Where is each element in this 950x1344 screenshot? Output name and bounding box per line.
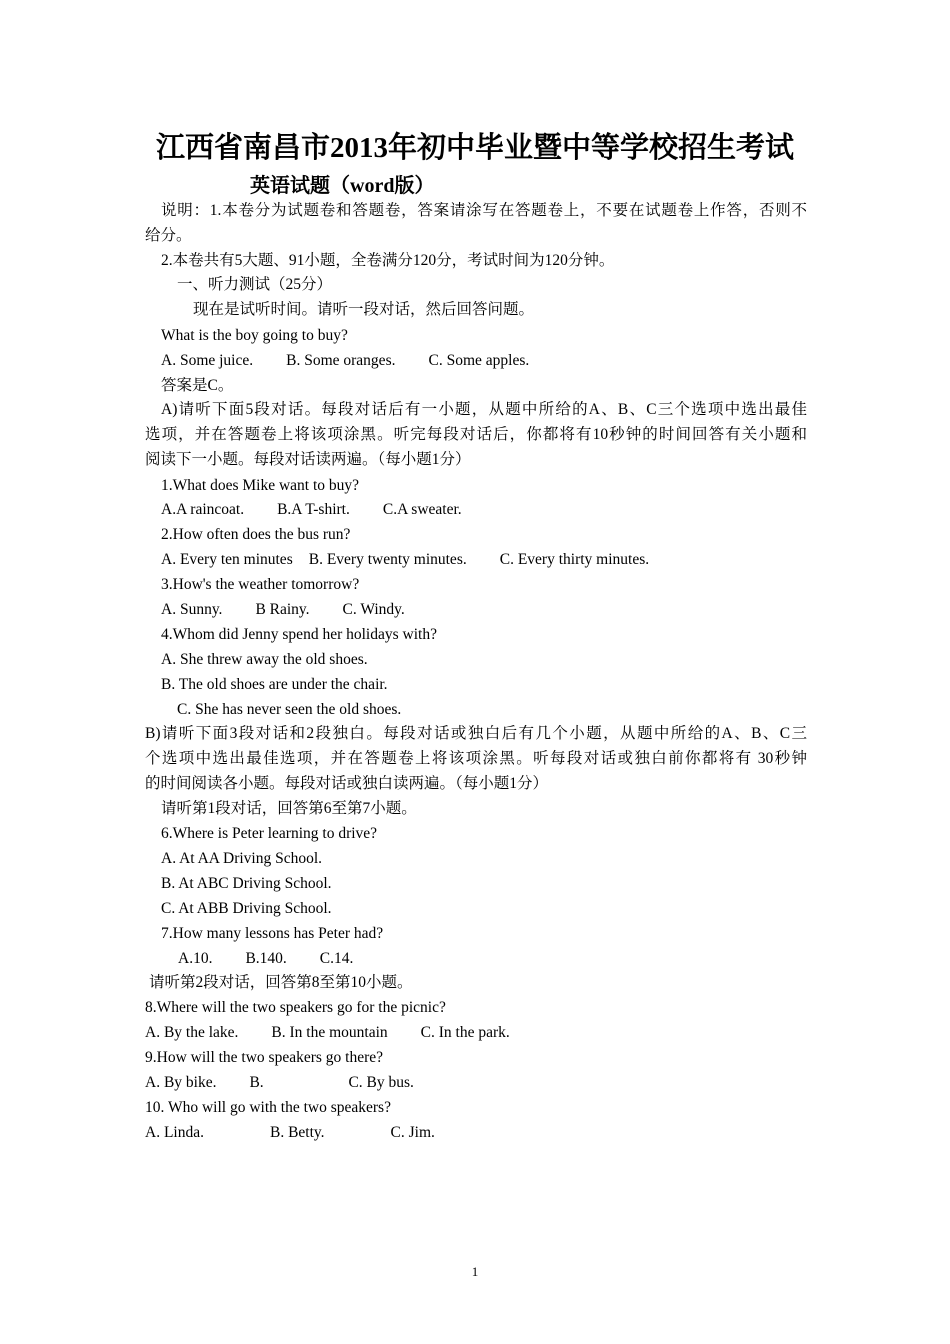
question-4-option-c: C. She has never seen the old shoes. bbox=[177, 701, 402, 718]
option-a: A.A raincoat. bbox=[161, 501, 245, 518]
option-a: A. By bike. bbox=[145, 1074, 217, 1091]
option-c: C. Some apples. bbox=[428, 352, 530, 369]
option-c: C. Windy. bbox=[342, 601, 405, 618]
question-8-options bbox=[145, 1022, 510, 1044]
question-1-options bbox=[161, 499, 462, 521]
question-7: 7.How many lessons has Peter had? bbox=[161, 925, 384, 942]
option-c: C. Jim. bbox=[390, 1124, 435, 1141]
part-a-intro-line-2: 选项，并在答题卷上将该项涂黑。听完每段对话后，你都将有10秒钟的时间回答有关小题和 bbox=[145, 426, 807, 443]
question-8: 8.Where will the two speakers go for the picnic? bbox=[145, 999, 446, 1016]
question-9-options bbox=[145, 1072, 414, 1094]
option-c: C. In the park. bbox=[420, 1024, 510, 1041]
question-4: 4.Whom did Jenny spend her holidays with? bbox=[161, 626, 437, 643]
dialog-2-intro: 请听第2段对话，回答第8至第10小题。 bbox=[149, 974, 413, 991]
dialog-1-intro: 请听第1段对话，回答第6至第7小题。 bbox=[161, 800, 417, 817]
exam-subtitle: 英语试题（word版） bbox=[250, 175, 435, 197]
option-b: B Rainy. bbox=[255, 601, 310, 618]
option-c: C. Every thirty minutes. bbox=[499, 551, 650, 568]
option-a: A. Every ten minutes bbox=[161, 551, 293, 568]
instructions-line-2: 2.本卷共有5大题、91小题，全卷满分120分，考试时间为120分钟。 bbox=[161, 252, 615, 269]
question-3: 3.How's the weather tomorrow? bbox=[161, 576, 360, 593]
part-b-intro-line-1: B)请听下面3段对话和2段独白。每段对话或独白后有几个小题，从题中所给的A、B、C三 bbox=[145, 725, 807, 742]
question-6-option-c: C. At ABB Driving School. bbox=[161, 900, 332, 917]
part-b-intro-line-3: 的时间阅读各小题。每段对话或独白读两遍。（每小题1分） bbox=[145, 775, 549, 792]
question-9: 9.How will the two speakers go there? bbox=[145, 1049, 384, 1066]
option-a: A. By the lake. bbox=[145, 1024, 239, 1041]
option-a: A.10. bbox=[178, 950, 213, 967]
part-a-intro-line-1: A)请听下面5段对话。每段对话后有一小题，从题中所给的A、B、C三个选项中选出最佳 bbox=[161, 401, 807, 418]
option-b: B. In the mountain bbox=[271, 1024, 388, 1041]
option-a: A. Some juice. bbox=[161, 352, 254, 369]
option-a: A. Linda. bbox=[145, 1124, 204, 1141]
question-4-option-b: B. The old shoes are under the chair. bbox=[161, 676, 388, 693]
question-3-options bbox=[161, 599, 405, 621]
option-b: B. Betty. bbox=[269, 1124, 325, 1141]
trial-options bbox=[161, 350, 529, 372]
instructions-line-1-cont: 给分。 bbox=[145, 227, 192, 244]
option-b: B. bbox=[249, 1074, 264, 1091]
question-2: 2.How often does the bus run? bbox=[161, 526, 351, 543]
part-a-intro-line-3: 阅读下一小题。每段对话读两遍。（每小题1分） bbox=[145, 451, 471, 468]
question-7-options bbox=[178, 948, 353, 970]
trial-intro: 现在是试听时间。请听一段对话，然后回答问题。 bbox=[193, 301, 535, 318]
question-6-option-a: A. At AA Driving School. bbox=[161, 850, 323, 867]
question-2-options bbox=[161, 549, 649, 571]
exam-title: 江西省南昌市2013年初中毕业暨中等学校招生考试 bbox=[155, 132, 794, 164]
option-b: B. Some oranges. bbox=[286, 352, 396, 369]
option-b: B. Every twenty minutes. bbox=[308, 551, 467, 568]
question-1: 1.What does Mike want to buy? bbox=[161, 477, 360, 494]
option-c: C.A sweater. bbox=[382, 501, 462, 518]
part-b-intro-line-2: 个选项中选出最佳选项，并在答题卷上将该项涂黑。听每段对话或独白前你都将有 30秒钟 bbox=[145, 750, 807, 767]
option-a: A. Sunny. bbox=[161, 601, 223, 618]
instructions-line-1: 说明：1.本卷分为试题卷和答题卷，答案请涂写在答题卷上，不要在试题卷上作答，否则不 bbox=[161, 202, 807, 219]
option-c: C. By bus. bbox=[348, 1074, 414, 1091]
question-10-options bbox=[145, 1122, 435, 1144]
question-6-option-b: B. At ABC Driving School. bbox=[161, 875, 332, 892]
page-number: 1 bbox=[471, 1264, 479, 1279]
option-c: C.14. bbox=[319, 950, 354, 967]
section-heading-listening: 一、听力测试（25分） bbox=[177, 276, 333, 293]
question-4-option-a: A. She threw away the old shoes. bbox=[161, 651, 368, 668]
trial-answer: 答案是C。 bbox=[161, 377, 234, 394]
question-6: 6.Where is Peter learning to drive? bbox=[161, 825, 378, 842]
trial-question: What is the boy going to buy? bbox=[161, 327, 348, 344]
question-10: 10. Who will go with the two speakers? bbox=[145, 1099, 391, 1116]
option-b: B.A T-shirt. bbox=[277, 501, 350, 518]
option-b: B.140. bbox=[245, 950, 287, 967]
